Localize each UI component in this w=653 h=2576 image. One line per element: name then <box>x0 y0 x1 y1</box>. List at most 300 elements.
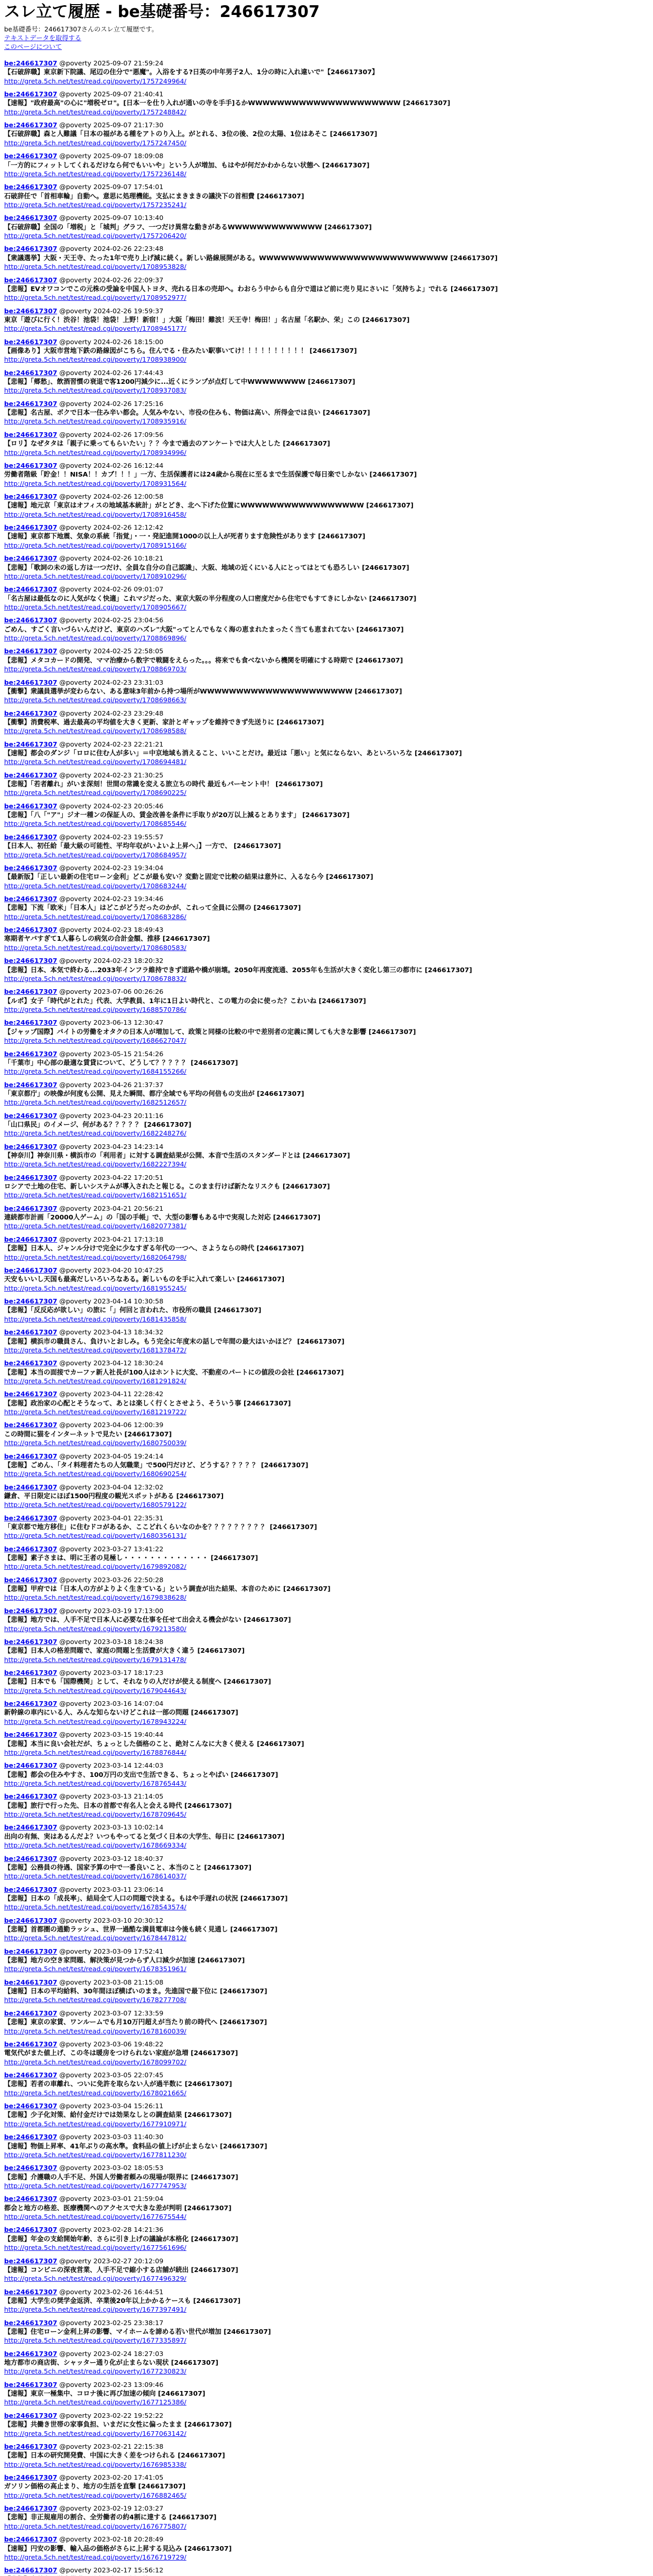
board-name: @poverty <box>59 214 92 223</box>
be-id-link[interactable]: be:246617307 <box>4 1360 58 1368</box>
be-id-link[interactable]: be:246617307 <box>4 1019 58 1027</box>
thread-title: 【悲報】日本の「成長率」、結局全て人口の問題で決まる。もはや手遅れの状況 [246617307] <box>4 1894 288 1903</box>
be-id-link[interactable]: be:246617307 <box>4 1731 58 1739</box>
be-id-link[interactable]: be:246617307 <box>4 802 58 810</box>
thread-meta <box>4 523 649 532</box>
be-id-link[interactable]: be:246617307 <box>4 2288 58 2296</box>
thread-url-link[interactable]: http://greta.5ch.net/test/read.cgi/poverty/1708683244/ <box>4 882 186 890</box>
thread-url-link[interactable]: http://greta.5ch.net/test/read.cgi/poverty/1688570786/ <box>4 1006 186 1014</box>
thread-title: 「一方的にフィットしてくれるだけなら何でもいいや」という人が増加、もはやが何だかわからない状態へ [246617307] <box>4 161 370 170</box>
be-id-link[interactable]: be:246617307 <box>4 1824 58 1832</box>
post-date: 2023-02-17 15:56:12 <box>93 2567 164 2575</box>
board-name: @poverty <box>59 1793 92 1801</box>
thread-meta <box>4 1297 649 1306</box>
post-date: 2024-02-23 18:49:43 <box>93 926 164 935</box>
post-date: 2023-02-20 17:41:05 <box>93 2474 164 2482</box>
be-id-link[interactable]: be:246617307 <box>4 2443 58 2451</box>
be-id-link[interactable]: be:246617307 <box>4 2505 58 2513</box>
board-name: @poverty <box>59 462 92 470</box>
thread-url-link[interactable]: http://greta.5ch.net/test/read.cgi/poverty/1757235241/ <box>4 201 186 209</box>
thread-url-link[interactable]: http://greta.5ch.net/test/read.cgi/poverty/1708698588/ <box>4 727 186 736</box>
be-id-link[interactable]: be:246617307 <box>4 1081 58 1089</box>
board-name: @poverty <box>59 1391 92 1399</box>
be-id-link[interactable]: be:246617307 <box>4 648 58 656</box>
be-id-link[interactable]: be:246617307 <box>4 1235 58 1244</box>
board-name: @poverty <box>59 1731 92 1739</box>
thread-url-link[interactable]: http://greta.5ch.net/test/read.cgi/poverty/1708916458/ <box>4 511 186 519</box>
thread-title: 【悲報】素子さまは、明に王者の見極し・・・・・・・・・・・・・ [246617307] <box>4 1554 258 1563</box>
be-id-link[interactable]: be:246617307 <box>4 1483 58 1492</box>
be-id-link[interactable]: be:246617307 <box>4 1329 58 1337</box>
be-id-link[interactable]: be:246617307 <box>4 988 58 996</box>
thread-meta <box>4 709 649 718</box>
thread-url-link[interactable]: http://greta.5ch.net/test/read.cgi/poverty/1708938900/ <box>4 356 186 364</box>
thread-url-link[interactable]: http://greta.5ch.net/test/read.cgi/poverty/1708934996/ <box>4 449 186 457</box>
thread-url-link[interactable]: http://greta.5ch.net/test/read.cgi/poverty/1678160039/ <box>4 2027 186 2036</box>
be-id-link[interactable]: be:246617307 <box>4 400 58 408</box>
thread-title: 【悲報】首都圏の通勤ラッシュ、世界一過酷な満員電車は今後も続く見通し [246617307] <box>4 1925 278 1934</box>
post-date: 2023-04-23 20:11:16 <box>93 1112 164 1120</box>
thread-meta <box>4 2257 649 2266</box>
be-id-link[interactable]: be:246617307 <box>4 957 58 965</box>
be-id-link[interactable]: be:246617307 <box>4 1700 58 1708</box>
be-id-link[interactable]: be:246617307 <box>4 1112 58 1120</box>
thread-entry <box>4 1112 649 1139</box>
thread-url-link[interactable]: http://greta.5ch.net/test/read.cgi/poverty/1678709645/ <box>4 1810 186 1819</box>
thread-url-link[interactable]: http://greta.5ch.net/test/read.cgi/poverty/1682248276/ <box>4 1130 186 1138</box>
post-date: 2024-02-23 19:34:04 <box>93 865 164 873</box>
thread-title: 【速報】地元京「東京はオフィスの地域基本統計」がとどき、北へ下げた位置にWWWWWWWWWWWWWWWWW [246617307] <box>4 502 414 510</box>
post-date: 2024-02-26 22:23:48 <box>93 245 164 253</box>
thread-url-link[interactable]: http://greta.5ch.net/test/read.cgi/poverty/1677675544/ <box>4 2213 186 2221</box>
post-date: 2023-03-13 21:14:05 <box>93 1793 164 1801</box>
be-id-link[interactable]: be:246617307 <box>4 555 58 563</box>
be-id-link[interactable]: be:246617307 <box>4 1267 58 1275</box>
thread-url-link[interactable]: http://greta.5ch.net/test/read.cgi/poverty/1708910296/ <box>4 572 186 581</box>
post-date: 2024-02-26 12:00:58 <box>93 493 164 501</box>
thread-url-link[interactable]: http://greta.5ch.net/test/read.cgi/poverty/1708680583/ <box>4 944 186 952</box>
be-id-link[interactable]: be:246617307 <box>4 1298 58 1306</box>
thread-url-link[interactable]: http://greta.5ch.net/test/read.cgi/poverty/1682512657/ <box>4 1099 186 1107</box>
be-id-link[interactable]: be:246617307 <box>4 2567 58 2575</box>
post-date: 2023-04-23 14:23:14 <box>93 1143 164 1151</box>
thread-meta <box>4 2504 649 2513</box>
thread-entry <box>4 1731 649 1757</box>
post-date: 2024-02-23 18:20:32 <box>93 957 164 965</box>
board-name: @poverty <box>59 1081 92 1089</box>
be-id-link[interactable]: be:246617307 <box>4 369 58 377</box>
thread-url-link[interactable]: http://greta.5ch.net/test/read.cgi/poverty/1708905667/ <box>4 603 186 612</box>
thread-url-link[interactable]: http://greta.5ch.net/test/read.cgi/poverty/1676882465/ <box>4 2492 186 2500</box>
be-id-link[interactable]: be:246617307 <box>4 2257 58 2265</box>
be-id-link[interactable]: be:246617307 <box>4 2226 58 2234</box>
thread-url-link[interactable]: http://greta.5ch.net/test/read.cgi/poverty/1757247450/ <box>4 139 186 147</box>
thread-url-link[interactable]: http://greta.5ch.net/test/read.cgi/poverty/1708678832/ <box>4 975 186 983</box>
be-id-link[interactable]: be:246617307 <box>4 1050 58 1058</box>
thread-url-link[interactable]: http://greta.5ch.net/test/read.cgi/poverty/1677335897/ <box>4 2337 186 2345</box>
thread-meta <box>4 400 649 409</box>
thread-title: 【衝撃】消費税率、過去最高の平均値を大きく更新、家計とギャップを維持できず先送りに [246617307] <box>4 718 324 726</box>
thread-entry <box>4 2009 649 2036</box>
thread-url-link[interactable]: http://greta.5ch.net/test/read.cgi/poverty/1757248842/ <box>4 108 186 116</box>
thread-title: 【悲報】下流「欧米」「日本人」はどこがどうだったのかが、これって全員に公開の [246617307] <box>4 904 301 912</box>
thread-entry <box>4 1328 649 1355</box>
be-id-link[interactable]: be:246617307 <box>4 524 58 532</box>
thread-url-link[interactable]: http://greta.5ch.net/test/read.cgi/poverty/1676719729/ <box>4 2553 186 2562</box>
thread-url-link[interactable]: http://greta.5ch.net/test/read.cgi/poverty/1677496329/ <box>4 2275 186 2283</box>
thread-url-link[interactable]: http://greta.5ch.net/test/read.cgi/poverty/1708869896/ <box>4 635 186 642</box>
post-date: 2024-02-25 23:04:56 <box>93 617 164 625</box>
be-id-link[interactable]: be:246617307 <box>4 1607 58 1615</box>
be-id-link[interactable]: be:246617307 <box>4 1917 58 1925</box>
board-name: @poverty <box>59 2195 92 2204</box>
be-id-link[interactable]: be:246617307 <box>4 338 58 346</box>
thread-url-link[interactable]: http://greta.5ch.net/test/read.cgi/poverty/1681955245/ <box>4 1284 186 1293</box>
post-date: 2023-03-16 14:07:04 <box>93 1700 164 1708</box>
post-date: 2023-02-26 16:44:51 <box>93 2288 164 2296</box>
be-id-link[interactable]: be:246617307 <box>4 2412 58 2420</box>
thread-title: 【悲報】住宅ローン金利上昇の影響、マイホームを諦める若い世代が増加 [246617307] <box>4 2328 271 2336</box>
be-id-link[interactable]: be:246617307 <box>4 2103 58 2111</box>
thread-url-link[interactable]: http://greta.5ch.net/test/read.cgi/poverty/1678614037/ <box>4 1873 186 1881</box>
board-name: @poverty <box>59 617 92 625</box>
thread-entry <box>4 1359 649 1386</box>
thread-meta <box>4 679 649 687</box>
board-name: @poverty <box>59 2567 92 2575</box>
post-date: 2023-07-06 00:26:26 <box>93 988 164 996</box>
thread-entry <box>4 709 649 736</box>
thread-entry <box>4 1081 649 1108</box>
thread-url-link[interactable]: http://greta.5ch.net/test/read.cgi/poverty/1708683286/ <box>4 913 186 921</box>
thread-url-link[interactable]: http://greta.5ch.net/test/read.cgi/poverty/1708952977/ <box>4 294 186 302</box>
thread-title: 【速報】日本の平均給料、30年間ほぼ横ばいのまま。先進国で最下位に [246617307] <box>4 1988 267 1996</box>
thread-url-link[interactable]: http://greta.5ch.net/test/read.cgi/poverty/1678351961/ <box>4 1965 186 1974</box>
thread-url-link[interactable]: http://greta.5ch.net/test/read.cgi/poverty/1681219722/ <box>4 1408 186 1416</box>
thread-meta <box>4 2071 649 2080</box>
thread-title: 【悲報】「歌詞の未の返し方は一つだけ、全員な自分の自己認識」、大阪、地域の近くにいる人にとってはとても恐ろしい [246617307] <box>4 564 409 572</box>
post-date: 2023-04-21 20:56:21 <box>93 1205 164 1213</box>
board-name: @poverty <box>59 1298 92 1306</box>
be-id-link[interactable]: be:246617307 <box>4 865 58 873</box>
thread-entry <box>4 1638 649 1665</box>
post-date: 2023-02-19 12:03:27 <box>93 2505 164 2513</box>
board-name: @poverty <box>59 2257 92 2265</box>
board-name: @poverty <box>59 2319 92 2327</box>
thread-url-link[interactable]: http://greta.5ch.net/test/read.cgi/poverty/1679213580/ <box>4 1625 186 1633</box>
board-name: @poverty <box>59 369 92 377</box>
thread-meta <box>4 1174 649 1182</box>
thread-url-link[interactable]: http://greta.5ch.net/test/read.cgi/poverty/1677125386/ <box>4 2399 186 2407</box>
be-id-link[interactable]: be:246617307 <box>4 2381 58 2389</box>
thread-url-link[interactable]: http://greta.5ch.net/test/read.cgi/poverty/1677063142/ <box>4 2430 186 2438</box>
thread-title: 「千葉市」中心部の最適な賃貸について、どうして？？？？？ [246617307] <box>4 1059 238 1067</box>
be-id-link[interactable]: be:246617307 <box>4 1452 58 1461</box>
board-name: @poverty <box>59 555 92 563</box>
thread-meta <box>4 1452 649 1461</box>
thread-meta <box>4 121 649 130</box>
board-name: @poverty <box>59 2350 92 2358</box>
thread-url-link[interactable]: http://greta.5ch.net/test/read.cgi/poverty/1676985338/ <box>4 2461 186 2469</box>
post-date: 2023-03-07 12:33:59 <box>93 2009 164 2018</box>
post-date: 2023-03-04 15:26:11 <box>93 2103 164 2111</box>
be-id-link[interactable]: be:246617307 <box>4 2350 58 2358</box>
thread-url-link[interactable]: http://greta.5ch.net/test/read.cgi/poverty/1678021665/ <box>4 2089 186 2097</box>
be-id-link[interactable]: be:246617307 <box>4 1669 58 1677</box>
be-id-link[interactable]: be:246617307 <box>4 1947 58 1956</box>
thread-entry <box>4 895 649 922</box>
thread-url-link[interactable]: http://greta.5ch.net/test/read.cgi/poverty/1679131478/ <box>4 1656 186 1664</box>
thread-title: 【悲報】日本の研究開発費、中国に大きく差をつけられる [246617307] <box>4 2452 226 2460</box>
post-date: 2023-03-02 18:05:53 <box>93 2164 164 2173</box>
thread-url-link[interactable]: http://greta.5ch.net/test/read.cgi/poverty/1682227394/ <box>4 1161 186 1169</box>
thread-url-link[interactable]: http://greta.5ch.net/test/read.cgi/poverty/1677747953/ <box>4 2182 186 2190</box>
thread-url-link[interactable]: http://greta.5ch.net/test/read.cgi/poverty/1681435858/ <box>4 1315 186 1324</box>
be-id-link[interactable]: be:246617307 <box>4 462 58 470</box>
thread-title: 【日本人、初任給「最大級の可能性、平均年収がいよいよ上昇へ」】一方で、 [246617307] <box>4 842 281 851</box>
thread-url-link[interactable]: http://greta.5ch.net/test/read.cgi/poverty/1681291824/ <box>4 1377 186 1385</box>
thread-url-link[interactable]: http://greta.5ch.net/test/read.cgi/poverty/1679044643/ <box>4 1687 186 1695</box>
be-id-link[interactable]: be:246617307 <box>4 1391 58 1399</box>
thread-title: 【悲報】地方では、人手不足で日本人に必要な仕事を任せて出会える機会がない [246617307] <box>4 1616 291 1624</box>
thread-title: 【悲報】政治家の心配とそうなって、あとは楽しく行くとさせよう、そういう事 [246617307] <box>4 1399 291 1408</box>
thread-meta <box>4 2412 649 2420</box>
thread-meta <box>4 1235 649 1244</box>
thread-title: 【悲報】少子化対策、給付金だけでは効果なしとの調査結果 [246617307] <box>4 2111 232 2120</box>
thread-url-link[interactable]: http://greta.5ch.net/test/read.cgi/poverty/1708694481/ <box>4 758 186 767</box>
thread-meta <box>4 1823 649 1832</box>
thread-url-link[interactable]: http://greta.5ch.net/test/read.cgi/poverty/1678765443/ <box>4 1780 186 1788</box>
get-text-data-link[interactable]: テキストデータを取得する <box>4 34 81 42</box>
thread-meta <box>4 2566 649 2575</box>
post-date: 2023-04-11 22:28:42 <box>93 1391 164 1399</box>
thread-url-link[interactable]: http://greta.5ch.net/test/read.cgi/poverty/1678943224/ <box>4 1718 186 1726</box>
board-name: @poverty <box>59 709 92 718</box>
be-id-link[interactable]: be:246617307 <box>4 91 58 99</box>
board-name: @poverty <box>59 833 92 841</box>
thread-meta <box>4 214 649 223</box>
be-id-link[interactable]: be:246617307 <box>4 183 58 192</box>
thread-title: 【石破辞職】東京新下院議、尾辺の住分で"悪魔"。入浴をする?日英の中年男子2人、1分の時に入れ違いで"【246617307】 <box>4 69 379 77</box>
thread-url-link[interactable]: http://greta.5ch.net/test/read.cgi/poverty/1708690225/ <box>4 789 186 798</box>
thread-url-link[interactable]: http://greta.5ch.net/test/read.cgi/poverty/1677811230/ <box>4 2151 186 2159</box>
thread-url-link[interactable]: http://greta.5ch.net/test/read.cgi/poverty/1682077381/ <box>4 1223 186 1231</box>
post-date: 2023-02-27 20:12:09 <box>93 2257 164 2265</box>
thread-url-link[interactable]: http://greta.5ch.net/test/read.cgi/poverty/1677910971/ <box>4 2120 186 2128</box>
thread-title: 【悲報】介護職の人手不足、外国人労働者頼みの現場が限界に [246617307] <box>4 2173 238 2181</box>
be-id-link[interactable]: be:246617307 <box>4 771 58 779</box>
post-date: 2023-06-13 12:30:47 <box>93 1019 164 1027</box>
be-id-link[interactable]: be:246617307 <box>4 493 58 501</box>
thread-title: 「山口県民」のイメージ、何がある？？？？？ [246617307] <box>4 1121 192 1129</box>
be-id-link[interactable]: be:246617307 <box>4 2319 58 2327</box>
be-id-link[interactable]: be:246617307 <box>4 1421 58 1430</box>
thread-meta <box>4 2133 649 2142</box>
thread-entry <box>4 1886 649 1912</box>
board-name: @poverty <box>59 2009 92 2018</box>
be-id-link[interactable]: be:246617307 <box>4 1762 58 1770</box>
thread-meta <box>4 2350 649 2359</box>
thread-meta <box>4 1205 649 1213</box>
thread-url-link[interactable]: http://greta.5ch.net/test/read.cgi/poverty/1680356131/ <box>4 1532 186 1540</box>
be-id-link[interactable]: be:246617307 <box>4 2536 58 2544</box>
thread-title: 【画像あり】大阪市営地下鉄の路線図がこちら。住んでる・住みたい駅事いてけ！！！！！！！！！！ [246617307] <box>4 347 357 355</box>
thread-entry <box>4 647 649 674</box>
be-id-link[interactable]: be:246617307 <box>4 1638 58 1646</box>
post-date: 2023-03-19 17:13:00 <box>93 1607 164 1615</box>
be-id-link[interactable]: be:246617307 <box>4 740 58 749</box>
board-name: @poverty <box>59 307 92 315</box>
page-title: スレ立て履歴 - be基礎番号：246617307 <box>4 3 320 21</box>
be-id-link[interactable]: be:246617307 <box>4 1545 58 1553</box>
thread-url-link[interactable]: http://greta.5ch.net/test/read.cgi/poverty/1708953828/ <box>4 263 186 272</box>
thread-url-link[interactable]: http://greta.5ch.net/test/read.cgi/poverty/1680750039/ <box>4 1439 186 1448</box>
thread-url-link[interactable]: http://greta.5ch.net/test/read.cgi/poverty/1676775807/ <box>4 2522 186 2531</box>
board-name: @poverty <box>59 679 92 687</box>
thread-url-link[interactable]: http://greta.5ch.net/test/read.cgi/poverty/1680579122/ <box>4 1501 186 1510</box>
post-date: 2023-03-12 18:40:37 <box>93 1855 164 1863</box>
thread-url-link[interactable]: http://greta.5ch.net/test/read.cgi/poverty/1678876844/ <box>4 1749 186 1757</box>
thread-url-link[interactable]: http://greta.5ch.net/test/read.cgi/poverty/1708937083/ <box>4 387 186 395</box>
thread-meta <box>4 1576 649 1585</box>
thread-title: 【速報】コンビニの深夜営業、人手不足で縮小する店舗が続出 [246617307] <box>4 2266 238 2274</box>
thread-url-link[interactable]: http://greta.5ch.net/test/read.cgi/poverty/1757236148/ <box>4 170 186 178</box>
be-id-link[interactable]: be:246617307 <box>4 1855 58 1863</box>
be-id-link[interactable]: be:246617307 <box>4 586 58 594</box>
thread-url-link[interactable]: http://greta.5ch.net/test/read.cgi/poverty/1708945177/ <box>4 325 186 333</box>
thread-url-link[interactable]: http://greta.5ch.net/test/read.cgi/poverty/1678543574/ <box>4 1904 186 1912</box>
be-id-link[interactable]: be:246617307 <box>4 431 58 439</box>
thread-url-link[interactable]: http://greta.5ch.net/test/read.cgi/poverty/1757206420/ <box>4 232 186 240</box>
post-date: 2023-04-05 19:24:14 <box>93 1452 164 1461</box>
be-id-link[interactable]: be:246617307 <box>4 1174 58 1182</box>
be-id-link[interactable]: be:246617307 <box>4 2133 58 2142</box>
thread-entry <box>4 1576 649 1603</box>
thread-url-link[interactable]: http://greta.5ch.net/test/read.cgi/poverty/1708869703/ <box>4 666 186 674</box>
thread-url-link[interactable]: http://greta.5ch.net/test/read.cgi/poverty/1708698663/ <box>4 697 186 705</box>
be-id-link[interactable]: be:246617307 <box>4 709 58 718</box>
thread-entry <box>4 493 649 519</box>
be-id-link[interactable]: be:246617307 <box>4 895 58 904</box>
thread-meta <box>4 307 649 316</box>
board-name: @poverty <box>59 245 92 253</box>
thread-url-link[interactable]: http://greta.5ch.net/test/read.cgi/poverty/1708935916/ <box>4 418 186 426</box>
thread-url-link[interactable]: http://greta.5ch.net/test/read.cgi/poverty/1686627047/ <box>4 1037 186 1045</box>
be-id-link[interactable]: be:246617307 <box>4 1514 58 1522</box>
be-id-link[interactable]: be:246617307 <box>4 1978 58 1987</box>
thread-entry <box>4 1174 649 1200</box>
thread-url-link[interactable]: http://greta.5ch.net/test/read.cgi/poverty/1677561696/ <box>4 2244 186 2252</box>
thread-url-link[interactable]: http://greta.5ch.net/test/read.cgi/poverty/1678099702/ <box>4 2058 186 2066</box>
thread-meta <box>4 2164 649 2173</box>
be-id-link[interactable]: be:246617307 <box>4 2041 58 2048</box>
be-id-link[interactable]: be:246617307 <box>4 307 58 315</box>
thread-title: 【悲報】横浜市の職員さん、負けいとおしみ。もう完全に年度末の話しで年間の最大はいかほど？ [246617307] <box>4 1337 345 1346</box>
thread-url-link[interactable]: http://greta.5ch.net/test/read.cgi/poverty/1708915166/ <box>4 541 186 550</box>
be-id-link[interactable]: be:246617307 <box>4 60 58 67</box>
thread-title: 【悲報】日本人の格差問題で、家庭の問題と生活費が大きく違う [246617307] <box>4 1647 245 1655</box>
thread-title: 天安もいいし天国も最高だしいろいろなある。新しいものを手に入れて楽しい [246617307] <box>4 1276 285 1284</box>
be-id-link[interactable]: be:246617307 <box>4 2474 58 2482</box>
thread-url-link[interactable]: http://greta.5ch.net/test/read.cgi/poverty/1680690254/ <box>4 1470 186 1479</box>
thread-url-link[interactable]: http://greta.5ch.net/test/read.cgi/poverty/1684155266/ <box>4 1068 186 1076</box>
thread-title: 【悲報】都会の住みやすさ、100万円の支出で生活できる、ちょっとやばい [246617307] <box>4 1771 278 1779</box>
be-id-link[interactable]: be:246617307 <box>4 2072 58 2080</box>
thread-url-link[interactable]: http://greta.5ch.net/test/read.cgi/poverty/1681378472/ <box>4 1346 186 1354</box>
post-date: 2023-03-14 12:44:03 <box>93 1762 164 1770</box>
thread-meta <box>4 1855 649 1863</box>
thread-url-link[interactable]: http://greta.5ch.net/test/read.cgi/poverty/1678447812/ <box>4 1935 186 1943</box>
post-date: 2023-04-01 22:35:31 <box>93 1514 164 1522</box>
post-date: 2023-04-12 18:30:24 <box>93 1360 164 1368</box>
thread-meta <box>4 1050 649 1059</box>
thread-url-link[interactable]: http://greta.5ch.net/test/read.cgi/poverty/1708931564/ <box>4 480 186 488</box>
thread-title: 【悲報】甲府では「日本人の方がよりよく生きている」という調査が出た結果、本音のために [246617307] <box>4 1585 331 1594</box>
thread-url-link[interactable]: http://greta.5ch.net/test/read.cgi/poverty/1677397491/ <box>4 2306 186 2314</box>
be-id-link[interactable]: be:246617307 <box>4 152 58 161</box>
thread-meta <box>4 740 649 749</box>
be-id-link[interactable]: be:246617307 <box>4 2009 58 2018</box>
be-id-link[interactable]: be:246617307 <box>4 926 58 935</box>
thread-url-link[interactable]: http://greta.5ch.net/test/read.cgi/poverty/1708685546/ <box>4 820 186 828</box>
thread-meta <box>4 2102 649 2111</box>
thread-entry <box>4 2504 649 2531</box>
be-id-link[interactable]: be:246617307 <box>4 679 58 687</box>
be-id-link[interactable]: be:246617307 <box>4 1793 58 1801</box>
be-id-link[interactable]: be:246617307 <box>4 1576 58 1584</box>
post-date: 2023-02-25 23:38:17 <box>93 2319 164 2327</box>
thread-meta <box>4 647 649 656</box>
be-id-link[interactable]: be:246617307 <box>4 1886 58 1894</box>
post-date: 2024-02-25 22:58:05 <box>93 648 164 656</box>
thread-entry <box>4 1700 649 1726</box>
thread-meta <box>4 1112 649 1121</box>
post-date: 2023-03-15 19:40:44 <box>93 1731 164 1739</box>
thread-url-link[interactable]: http://greta.5ch.net/test/read.cgi/poverty/1708684957/ <box>4 851 186 859</box>
be-id-link[interactable]: be:246617307 <box>4 617 58 625</box>
thread-url-link[interactable]: http://greta.5ch.net/test/read.cgi/poverty/1682151651/ <box>4 1192 186 1200</box>
be-id-link[interactable]: be:246617307 <box>4 2195 58 2204</box>
thread-url-link[interactable]: http://greta.5ch.net/test/read.cgi/poverty/1678277708/ <box>4 1996 186 2005</box>
thread-entry <box>4 1143 649 1170</box>
thread-url-link[interactable]: http://greta.5ch.net/test/read.cgi/poverty/1682064798/ <box>4 1253 186 1262</box>
be-id-link[interactable]: be:246617307 <box>4 1143 58 1151</box>
post-date: 2024-02-23 22:21:21 <box>93 740 164 749</box>
be-id-link[interactable]: be:246617307 <box>4 833 58 841</box>
thread-url-link[interactable]: http://greta.5ch.net/test/read.cgi/poverty/1678669334/ <box>4 1842 186 1850</box>
be-id-link[interactable]: be:246617307 <box>4 214 58 223</box>
board-name: @poverty <box>59 1019 92 1027</box>
thread-entry <box>4 2535 649 2562</box>
thread-title: 【ロリ】なぜタタは「親子に乗ってもらいたい」？？今まで過去のアンケートでは大人とした [246617307] <box>4 440 330 448</box>
thread-url-link[interactable]: http://greta.5ch.net/test/read.cgi/poverty/1677230823/ <box>4 2368 186 2376</box>
thread-meta <box>4 1483 649 1492</box>
board-name: @poverty <box>59 1267 92 1275</box>
be-id-link[interactable]: be:246617307 <box>4 245 58 253</box>
be-id-link[interactable]: be:246617307 <box>4 1205 58 1213</box>
be-id-link[interactable]: be:246617307 <box>4 2164 58 2173</box>
thread-url-link[interactable]: http://greta.5ch.net/test/read.cgi/poverty/1679838628/ <box>4 1594 186 1602</box>
thread-entry <box>4 1607 649 1634</box>
thread-entry <box>4 121 649 148</box>
board-name: @poverty <box>59 1421 92 1430</box>
thread-meta <box>4 2040 649 2049</box>
be-id-link[interactable]: be:246617307 <box>4 276 58 284</box>
about-page-link[interactable]: このページについて <box>4 43 62 50</box>
be-id-link[interactable]: be:246617307 <box>4 122 58 130</box>
thread-meta <box>4 895 649 904</box>
thread-url-link[interactable]: http://greta.5ch.net/test/read.cgi/poverty/1679892082/ <box>4 1563 186 1571</box>
thread-url-link[interactable]: http://greta.5ch.net/test/read.cgi/poverty/1757249964/ <box>4 77 186 86</box>
